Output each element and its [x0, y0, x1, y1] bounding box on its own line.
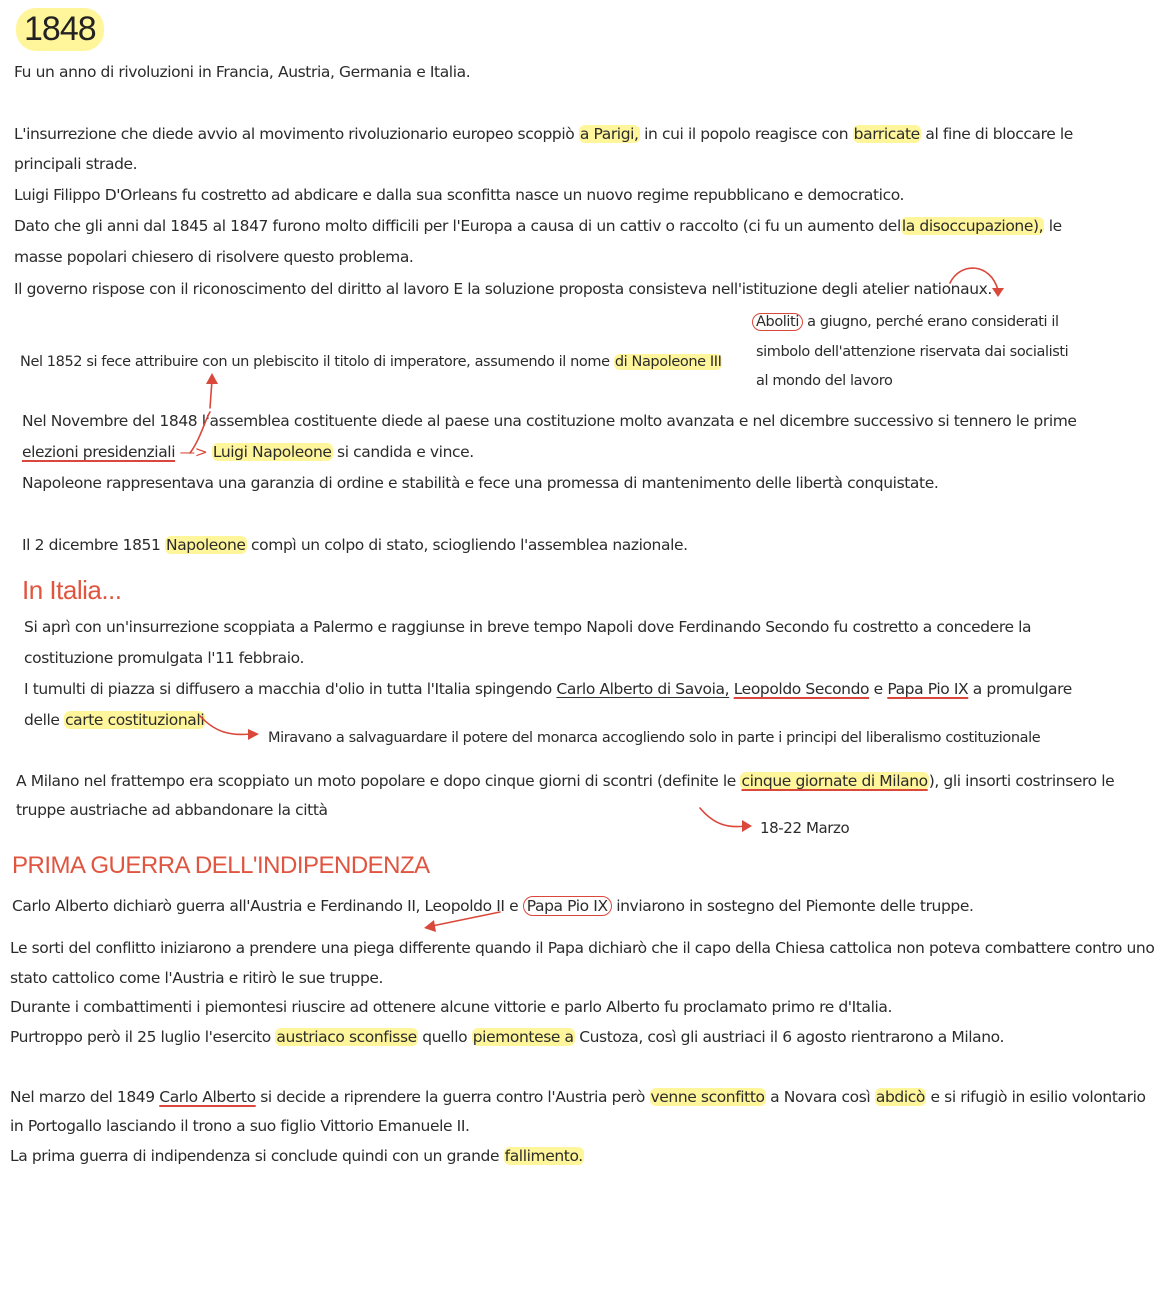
napoleone-note — [20, 352, 722, 372]
text: Nel Novembre del 1848 — [22, 412, 198, 430]
underline-elezioni: elezioni presidenziali — [22, 443, 176, 461]
text: e — [869, 680, 888, 698]
underline-papa: Papa Pio IX — [887, 680, 969, 698]
p1-line-6: Il governo rispose con il riconoscimento del diritto al lavoro E la soluzione proposta consisteva nell'istituzione degli atelier nationaux. — [14, 280, 992, 298]
text: si candida e vince. — [332, 443, 474, 461]
text: le — [1044, 217, 1062, 235]
curved-arrow-icon — [200, 716, 250, 734]
text: e si rifugiò in esilio volontario — [925, 1088, 1146, 1106]
highlight-disoccupazione: la disoccupazione), — [901, 217, 1044, 235]
arrow-text: —> — [175, 443, 212, 461]
p2-line-3: Napoleone rappresentava una garanzia di ordine e stabilità e fece una promessa di mantenimento delle libertà conquistate. — [22, 474, 939, 492]
text: Il 2 dicembre 1851 — [22, 536, 166, 554]
text: si decide a riprendere la guerra contro l'Austria però — [255, 1088, 650, 1106]
p1-line-1 — [14, 124, 1073, 144]
highlight-abdico: abdicò — [875, 1088, 925, 1106]
p1-line-4 — [14, 216, 1062, 236]
italia-heading: In Italia... — [22, 575, 122, 605]
highlight-napoleone: Napoleone — [166, 536, 246, 554]
text: La prima guerra di indipendenza si conclude quindi con un grande — [10, 1147, 504, 1165]
p1-line-5: masse popolari chiesero di risolvere questo problema. — [14, 248, 414, 266]
text: I tumulti di piazza si diffusero a macchia d'olio in tutta l'Italia spingendo — [24, 680, 557, 698]
p4-line-4 — [24, 710, 205, 730]
underline-carlo-alberto: Carlo Alberto di Savoia, — [556, 680, 730, 698]
p1-line-3: Luigi Filippo D'Orleans fu costretto ad abdicare e dalla sua sconfitta nasce un nuovo regime repubblicano e democratico. — [14, 186, 905, 204]
arrowhead-icon — [742, 820, 752, 832]
text: Purtroppo però il 25 luglio l'esercito — [10, 1028, 276, 1046]
text: Carlo Alberto dichiarò guerra all'Austria e Ferdinando II, Leopoldo II e — [12, 897, 523, 915]
aboliti-note-line-3: al mondo del lavoro — [756, 373, 893, 389]
p4-line-1: Si aprì con un'insurrezione scoppiata a Palermo e raggiunse in breve tempo Napoli dove Ferdinando Secondo fu costretto a concedere la — [24, 618, 1032, 636]
page-title: 1848 — [16, 8, 104, 51]
highlight-barricate: barricate — [853, 125, 920, 143]
arrowhead-icon — [206, 373, 218, 384]
highlight-fallimento: fallimento. — [504, 1147, 583, 1165]
p6-line-2: Le sorti del conflitto iniziarono a prendere una piega differente quando il Papa dichiarò che il capo della Chiesa cattolica non poteva combattere contro uno — [10, 939, 1154, 957]
p1-line-2: principali strade. — [14, 155, 138, 173]
p7-line-2: in Portogallo lasciando il trono a suo figlio Vittorio Emanuele II. — [10, 1117, 470, 1135]
text: inviarono in sostegno del Piemonte delle truppe. — [611, 897, 974, 915]
highlight-cinque-giornate: cinque giornate di Milano — [741, 772, 928, 790]
text: L'insurrezione che diede avvio al movimento rivoluzionario europeo scoppiò — [14, 125, 579, 143]
highlight-parigi: a Parigi, — [579, 125, 639, 143]
highlight-carte: carte costituzionali — [65, 711, 205, 729]
carte-note: Miravano a salvaguardare il potere del monarca accogliendo solo in parte i principi del liberalismo costituzionale — [268, 730, 1041, 746]
p2-line-2 — [22, 442, 474, 462]
arrow-up-icon — [210, 380, 212, 408]
circled-aboliti: Aboliti — [752, 313, 803, 331]
intro-text: Fu un anno di rivoluzioni in Francia, Austria, Germania e Italia. — [14, 63, 471, 81]
text: Nel marzo del 1849 — [10, 1088, 160, 1106]
arrowhead-icon — [248, 729, 259, 740]
text: al fine di bloccare le — [920, 125, 1073, 143]
p7-line-1 — [10, 1087, 1146, 1107]
highlight-luigi-napoleone: Luigi Napoleone — [212, 443, 332, 461]
highlight-piemontese: piemontese a — [472, 1028, 574, 1046]
text: a giugno, perché erano considerati il — [802, 314, 1059, 330]
text: ), gli insorti costrinsero le — [928, 772, 1115, 790]
underline-leopoldo: Leopoldo Secondo — [733, 680, 870, 698]
p5-line-1 — [16, 771, 1114, 791]
highlight-austriaco: austriaco sconfisse — [276, 1028, 417, 1046]
arrowhead-icon — [992, 288, 1004, 297]
aboliti-note-line-2: simbolo dell'attenzione riservata dai socialisti — [756, 344, 1069, 360]
p7-line-3 — [10, 1146, 584, 1166]
text: Dato che gli anni dal 1845 al 1847 furono molto difficili per l'Europa a causa di un cattiv o raccolto (ci fu un aumento del — [14, 217, 901, 235]
text: quello — [417, 1028, 472, 1046]
circled-papa-pio: Papa Pio IX — [523, 896, 612, 916]
text: l'assemblea costituente diede al paese una costituzione molto avanzata e nel dicembre successivo si tennero le prime — [197, 412, 1077, 430]
text: A Milano nel frattempo era scoppiato un moto popolare e dopo cinque giorni di scontri (definite le — [16, 772, 741, 790]
p6-line-4: Durante i combattimenti i piemontesi riuscire ad ottenere alcune vittorie e parlo Alberto fu proclamato primo re d'Italia. — [10, 998, 893, 1016]
p4-line-2: costituzione promulgata l'11 febbraio. — [24, 649, 305, 667]
text: compì un colpo di stato, sciogliendo l'assemblea nazionale. — [246, 536, 688, 554]
p6-line-5 — [10, 1027, 1004, 1047]
text: a Novara così — [765, 1088, 875, 1106]
p6-line-3: stato cattolico come l'Austria e ritirò le sue truppe. — [10, 969, 384, 987]
highlight-venne-sconfitto: venne sconfitto — [650, 1088, 765, 1106]
highlight-napoleone-iii: di Napoleone III — [614, 354, 722, 370]
text: Custoza, così gli austriaci il 6 agosto rientrarono a Milano. — [574, 1028, 1004, 1046]
p3-line — [22, 535, 688, 555]
aboliti-note-line-1 — [752, 312, 1059, 332]
p4-line-3 — [24, 679, 1072, 699]
guerra-heading: PRIMA GUERRA DELL'INDIPENDENZA — [12, 852, 430, 879]
p2-line-1 — [22, 411, 1077, 431]
text: Nel 1852 si fece attribuire con un plebiscito il titolo di imperatore, assumendo il nome — [20, 354, 614, 370]
date-note: 18-22 Marzo — [760, 819, 850, 837]
p6-line-1 — [12, 896, 974, 916]
arrowhead-icon — [424, 920, 436, 932]
text: delle — [24, 711, 65, 729]
text: a promulgare — [968, 680, 1072, 698]
text: in cui il popolo reagisce con — [639, 125, 853, 143]
underline-carlo-alberto-2: Carlo Alberto — [159, 1088, 256, 1106]
curved-arrow-icon — [700, 808, 745, 827]
p5-line-2: truppe austriache ad abbandonare la città — [16, 801, 328, 819]
